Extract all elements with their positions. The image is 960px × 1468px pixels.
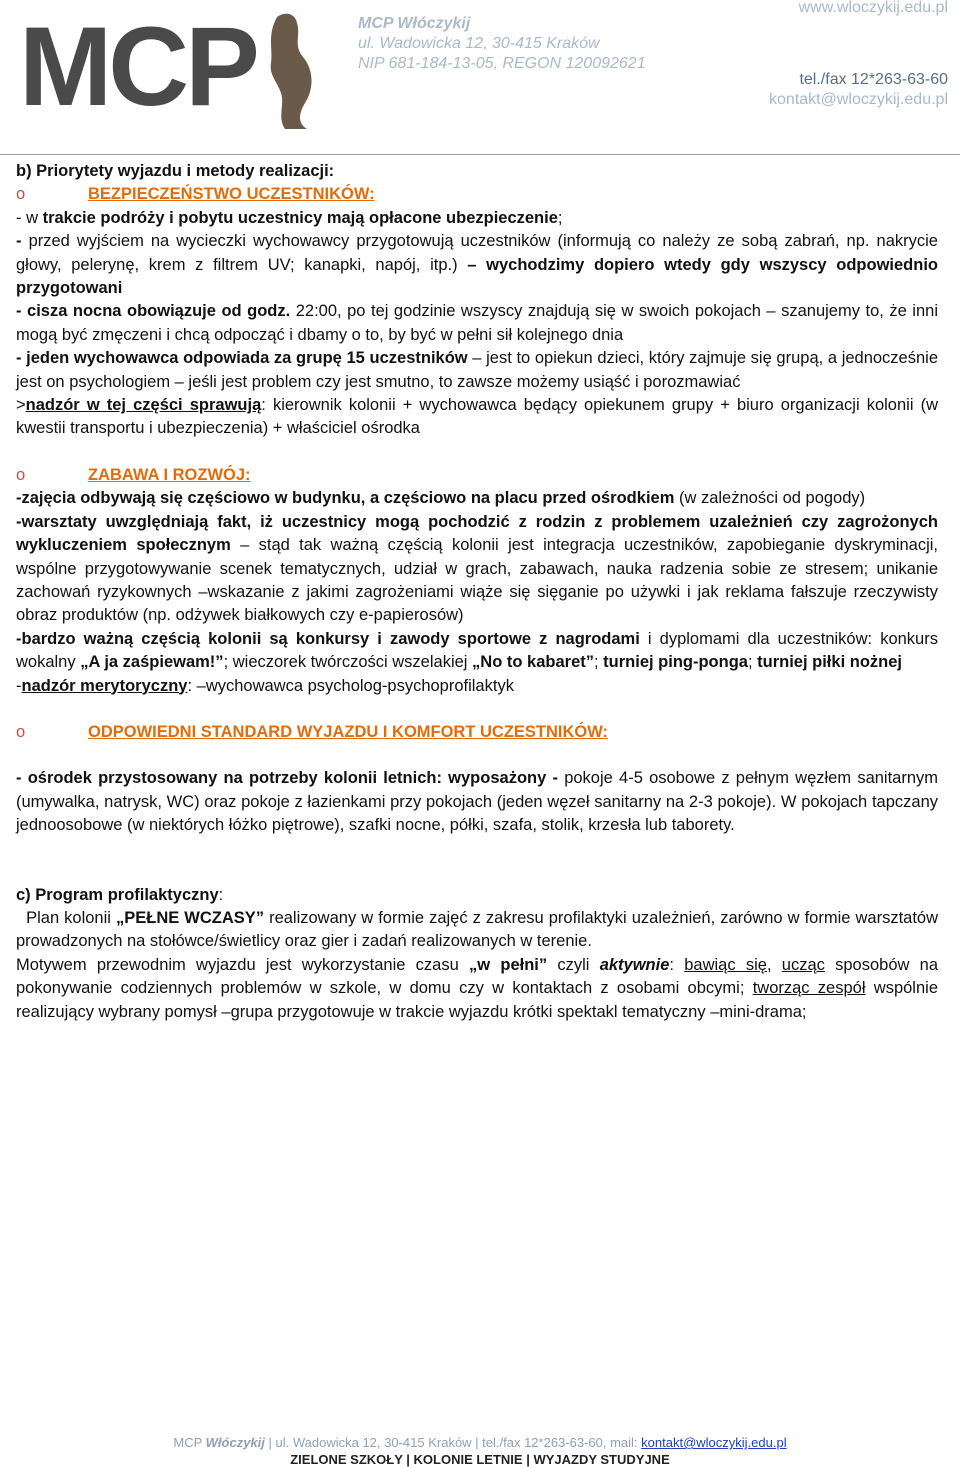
safety-line-5: >nadzór w tej części sprawują: kierownik kolonii + wychowawca będący opiekunem grupy + biuro organizacji kolonii (w kwestii transportu i ubezpieczenia) + właściciel ośrodka bbox=[16, 396, 939, 438]
org-address: ul. Wadowicka 12, 30-415 Kraków bbox=[358, 35, 600, 52]
org-name: MCP Włóczykij bbox=[358, 15, 471, 32]
header-divider bbox=[0, 154, 960, 155]
bullet-standard bbox=[16, 721, 938, 744]
safety-line-4: - jeden wychowawca odpowiada za grupę 15 uczestników – jest to opiekun dzieci, który zajmuje się grupą, a jednocześnie jest on psychologiem – jeśli jest problem czy jest smutno, to zawsze możemy usiąść i porozmawiać bbox=[16, 349, 939, 391]
fun-para-4: -nadzór merytoryczny: –wychowawca psycholog-psychoprofilaktyk bbox=[16, 676, 514, 695]
safety-line-3: - cisza nocna obowiązuje od godz. 22:00, po tej godzinie wszyscy znajdują się w swoich pokojach – szanujemy to, że inni mogą być zmęczeni i chcą odpocząć i dbamy o to, by być w pełni sił kolejnego dnia bbox=[16, 302, 938, 344]
dog-silhouette-icon bbox=[271, 14, 312, 129]
phone-number: tel./fax 12*263-63-60 bbox=[799, 71, 948, 88]
org-nip: NIP 681-184-13-05, REGON 120092621 bbox=[358, 55, 646, 72]
safety-line-1: - w trakcie podróży i pobytu uczestnicy mają opłacone ubezpieczenie; bbox=[16, 208, 563, 227]
footer-email-link[interactable]: kontakt@wloczykij.edu.pl bbox=[641, 1435, 787, 1450]
document-body bbox=[16, 160, 943, 1024]
footer-tagline: ZIELONE SZKOŁY | KOLONIE LETNIE | WYJAZDY STUDYJNE bbox=[290, 1452, 670, 1467]
bullet-marker: o bbox=[16, 722, 26, 741]
safety-title: BEZPIECZEŃSTWO UCZESTNIKÓW: bbox=[88, 185, 375, 204]
section-c-para-1: Plan kolonii „PEŁNE WCZASY” realizowany w formie zajęć z zakresu profilaktyki uzależnień, zarówno w formie warsztatów prowadzonych na stołówce/świetlicy oraz gier i zadań realizowanych w terenie. bbox=[16, 908, 943, 951]
safety-line-2: - przed wyjściem na wycieczki wychowawcy przygotowują uczestników (informują co należy ze sobą zabrań, np. nakrycie głowy, pelerynę, krem z filtrem UV; kanapki, napój, itp.) – wychodzimy dopiero wtedy gdy wszyscy odpowiednio przygotowani bbox=[16, 232, 938, 298]
page-footer: MCP Włóczykij | ul. Wadowicka 12, 30-415 Kraków | tel./fax 12*263-63-60, mail: kontakt@wloczykij.edu.pl ZIELONE SZKOŁY | KOLONIE LETNIE | WYJAZDY STUDYJNE bbox=[0, 1434, 960, 1468]
letterhead bbox=[0, 0, 960, 150]
mcp-logo bbox=[15, 5, 335, 135]
fun-title: ZABAWA I ROZWÓJ: bbox=[88, 465, 251, 484]
fun-para-1: -zajęcia odbywają się częściowo w budynku, a częściowo na placu przed ośrodkiem (w zależności od pogody) bbox=[16, 489, 866, 508]
svg-text:MCP: MCP bbox=[19, 5, 256, 129]
fun-para-3: -bardzo ważną częścią kolonii są konkursy i zawody sportowe z nagrodami i dyplomami dla uczestników: konkurs wokalny „A ja zaśpiewam!”; wieczorek twórczości wszelakiej „No to kabaret”; turniej ping-ponga; turniej piłki nożnej bbox=[16, 629, 938, 672]
bullet-marker: o bbox=[16, 185, 26, 204]
section-b-heading: b) Priorytety wyjazdu i metody realizacji: bbox=[16, 162, 335, 180]
bullet-safety bbox=[16, 183, 938, 206]
section-c-heading: c) Program profilaktyczny: bbox=[16, 885, 224, 904]
bullet-fun bbox=[16, 464, 938, 487]
standard-title: ODPOWIEDNI STANDARD WYJAZDU I KOMFORT UCZESTNIKÓW: bbox=[88, 722, 609, 741]
section-c-para-2: Motywem przewodnim wyjazdu jest wykorzystanie czasu „w pełni” czyli aktywnie: bawiąc się, ucząc sposobów na pokonywanie codziennych problemów w szkole, w domu czy w kontaktach z osobami obcymi; tworząc zespół wspólnie realizujący wybrany pomysł –grupa przygotowuje w trakcie wyjazdu krótki spektakl tematyczny –mini-drama; bbox=[16, 955, 939, 1021]
website-link[interactable]: www.wloczykij.edu.pl bbox=[798, 0, 948, 16]
fun-para-2: -warsztaty uwzględniają fakt, iż uczestnicy mogą pochodzić z rodzin z problemem uzależnień czy zagrożonych wykluczeniem społecznym – stąd tak ważną częścią kolonii jest integracja uczestników, zapobieganie dyskryminacji, wspólne przygotowywanie scenek tematycznych, udział w grach, zabawach, nauka radzenia sobie ze stresem; unikanie zachowań ryzykownych –wskazanie z jakimi zagrożeniami wiąże się sięganie po używki i jak reklama fałszuje rzeczywisty obraz produktów (np. odżywek białkowych czy e-papierosów) bbox=[16, 512, 939, 625]
standard-para: - ośrodek przystosowany na potrzeby kolonii letnich: wyposażony - pokoje 4-5 osobowe z pełnym węzłem sanitarnym (umywalka, natrysk, WC) oraz pokoje z łazienkami przy pokojach (jeden węzeł sanitarny na 2-3 pokoje). W pokojach tapczany jednoosobowe (w niektórych łóżko piętrowe), szafki nocne, półki, szafa, stolik, krzesła lub taborety. bbox=[16, 769, 939, 835]
bullet-marker: o bbox=[16, 465, 26, 484]
email-link[interactable]: kontakt@wloczykij.edu.pl bbox=[769, 91, 948, 108]
